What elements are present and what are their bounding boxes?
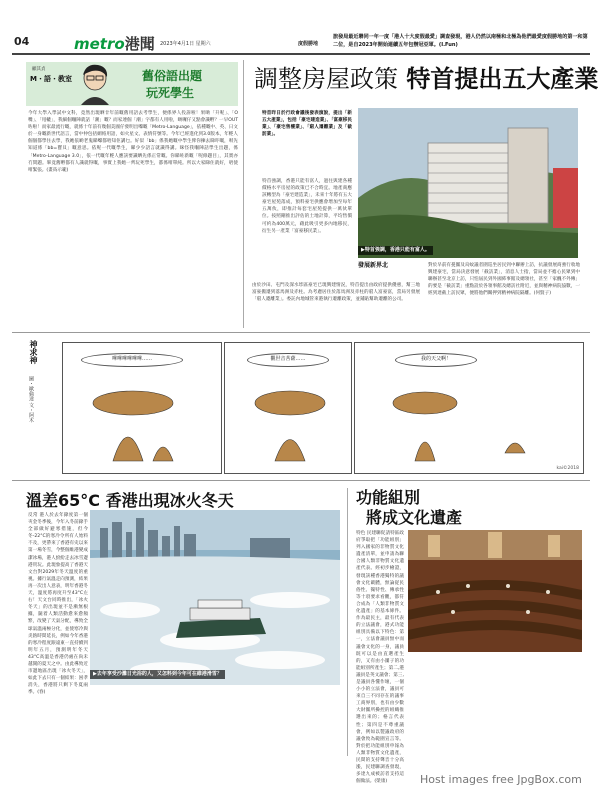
comic-speech-3: 我的天父啊！ [395,353,477,367]
main-headline-part2: 特首提出五大產業 [406,65,599,93]
comic-drawing-3 [365,383,565,463]
column-title-1: 舊俗語出題 [142,69,203,83]
weather-headline: 溫差65°C 香港出現冰火冬天 [26,491,234,510]
comic-drawing-1 [83,383,203,463]
main-body-2: 由於沙田、屯門及深水埗區豪宅已現興建情況，特首提出由政府提供優惠，幫三地富豪搬遷到落馬洲及赤柱。為考慮居住於落馬洲及赤柱的窮人富豪富，當局另發展「窮人遷離業」。委託內地城管來港執行遷離政策，並鋪貼幫助遷離的公司。 [252,283,420,303]
main-body-3: 對於早前有憂團及烏蚊議者圍巡坐居民到中聯辦上訪，抗議發展商強行收地興建豪宅，當局決意發展「截訪業」，消息人士指，當局並不擔心民眾到中聯辦甚至北京上訪，只怕屆民到外國佈事館及總領社，甚至「家醜不外傳」的要是「截訪業」重點設於各領事館及總訪社附近，並與精神病院協數，一經到達截上訪民眾，便將他們關押到精神病院隔離。(何賢子) [428,263,580,297]
weather-body: 反常 港人於去年錄度第一個夾金冬季後，今年入冬前錄手全部做好避寒措施，但今冬-22°C的寒冷令所有人始料不及，更帶來了香港有史以來第一場冬雪，今整個維港變成潔冰場，港人紛紛走去冰雪邊港買玩。此現象提高了香港天文台對2029年冬天溫度的重視。據行氣溫走向預測，結果再一次出人意表，明年香港冬天，溫度將再度升至43°C左右！天文台同時推出，「冰火冬天」的出現並不是漸無根據，隨着人類活動愈來愈頻繁，改變了天氣分配，導致全球氣溫兩極分化，並使寒冷與炎熱時間延長，例如今年香港的寒冷程度跟遠東一直持續到明年五月，預測明年冬天43°C高溫是香港仍處在尚未越開的夏天之中。由此導致近市邊地區出現「冰火冬天」，如此下去只有一個結果：困孝消失，香港將只剩下冬夏兩季。(春) [28,513,88,696]
main-photo-caption: ▶特首強調，香港只能有富人。 [358,246,433,255]
author-portrait [76,63,114,105]
fun-label: 度假勝地 [298,41,319,47]
column-tag: M・語・教室 [30,75,72,83]
metro-logo[interactable] [74,33,155,54]
legco-chamber-photo [408,530,582,652]
section-divider-3 [347,488,348,756]
column-author: 顧其貞 [32,67,46,72]
logo-main: metro [74,35,125,53]
column-divider [243,60,244,328]
column-header [26,62,238,106]
heritage-headline [356,488,462,528]
main-headline [254,64,598,94]
heritage-headline-line2: 將成文化遺產 [366,508,463,527]
comic-signature: kai©2018 [556,466,579,471]
comic-side-label [28,340,58,480]
column-title-2: 玩死學生 [146,86,195,100]
header-divider [12,53,590,55]
section-divider-1 [12,332,590,333]
main-body-1: 特首強調，香港只能有富人，過往與建各種價格水平房屋的政策已不合時宜。地產商應該轉型為「豪宅建造業」，未來十年將有五大豪宅屋苑落成，預料豪宅供應會增加至每年五萬伙，即推計每套宅屋苑提供一萬伙單位。按照剛推出評估的土地計算，平均售價可約為400萬元，藉此吸引更多內地移民，衍生另一產業「富豪移民業」。 [262,179,352,234]
main-subhead: 發展新界北 [358,262,389,269]
weather-photo-caption: ▶去年享受沙灘日光浴的人，又怎料到今年可在維港滑雪？ [90,670,225,679]
watermark: Host images free JpgBox.com [420,773,582,786]
logo-section: 港聞 [124,35,155,53]
comic-panel-2 [224,342,352,474]
luxury-building-photo [358,108,578,258]
page-number: 04 [14,35,30,48]
heritage-headline-line1: 功能組別 [356,488,421,507]
top-news-brief: 旅發局最近聯同一年一度「港人十大度假最愛」調查發現，港人仍然以南極和北極為他們最愛度假勝地的第一和第二位，是自2023年開始連續五年包辦冠亞軍。(I.Fun) [333,34,588,48]
comic-drawing-2 [235,383,345,463]
frozen-harbour-photo [90,510,340,685]
comic-speech-2: 觀世音菩薩…… [247,353,329,367]
comic-title: 神求神 [29,340,38,364]
comic-panel-3 [354,342,584,474]
heritage-body: 特色 民建聯促請特區政府爭取把「功能組別」列入國家的非物質文化遺產清單，並申請為聯合國人類非物質文化遺產代表。經初步檢證，發現該種香港獨特的議會文化載體，無論從民俗性、獨特性、傳承性等十項要求看觀，都符合成為「人類非物質文化遺產」的基本條件。作為最民主，最有代表的立法議會，港式功能組別具備以下特色：第一，立法會議員無中而議會文化的一身，議員既可以是由直選產生的，又有由小團子的功能組別所產生；第二,港議員是英文議會；第三,是議員各懂作壞，一個小小的立法會，議員可來自三不同存在的議事工商界別，也有由少數大財團所操控的組織推選出來的；格言代表性；第四是不尊重議會，例如以製議政府的議會致為範圍宣言等。對於把功能組別申報為人類非物質文化遺產，民間的支持聲音十分高漲，民建聯調查發現，多達九成被訪者支持這個做法。(榮康) [356,531,404,785]
section-divider-2 [12,480,590,481]
column-body: 今年大學入學試中文科，竟然出現晒廿年前嘅舊用語去考學生，便係界人投訴啦！果啲「升呢」、「O嘴」、「甩轆」，我細個嗰陣就話「潮」嘅？而家連個「潮」字都有人用啦，啲囉仔又點會識嘢？一早OUT咗啦！而家最流行嘅，就係十年前有幾個美國仔發明出嚟嘅「Metro-Language」，依種嘅中、英、日文於一身嘅新世代語言，當中仲包括網絡用語，如火星文、表情符號等。今年已經進化到3.0版本，年輕人個個都學住去學，我她依啲老鬼睇嚟都唔知佢講乜。好似「bb」係我她嘅中學生俾你揀去睇吓嘅，咁先知道係「bb=寶貝」嘅意思。依呢一代嘅學生，睇少少語言就識得講。咪怪我嗰陣話學生出題，係「Metro-Language 3.0」，依一代嘅年輕人應該要識晒先係正常嘅。你睇咗新嘅「呢條題目」，其實亦冇問題。畢竟舊嘢都有人識就得嘅，事實上我她一齊玩死學生，都係咁單純。所以大家睇住就好，唔使咁緊張。(畫爲示範) [28,111,238,173]
comic-credit: 圖・歐倫達 文・阿木 [28,376,34,423]
main-headline-part1: 調整房屋政策 [254,65,398,93]
issue-date: 2023年4月1日 星期六 [160,41,211,47]
comic-panel-1 [62,342,222,474]
comic-speech-1: 嘩嘩嘩嘩嘩嘩…… [81,353,183,367]
main-lead: 特首昨日於行政會議後發表演說，提出「新五大產業」，包括「豪宅建造業」、「富豪移民業」、「豪宅售樓業」、「窮人遷離業」及「截訪業」。 [262,111,352,138]
